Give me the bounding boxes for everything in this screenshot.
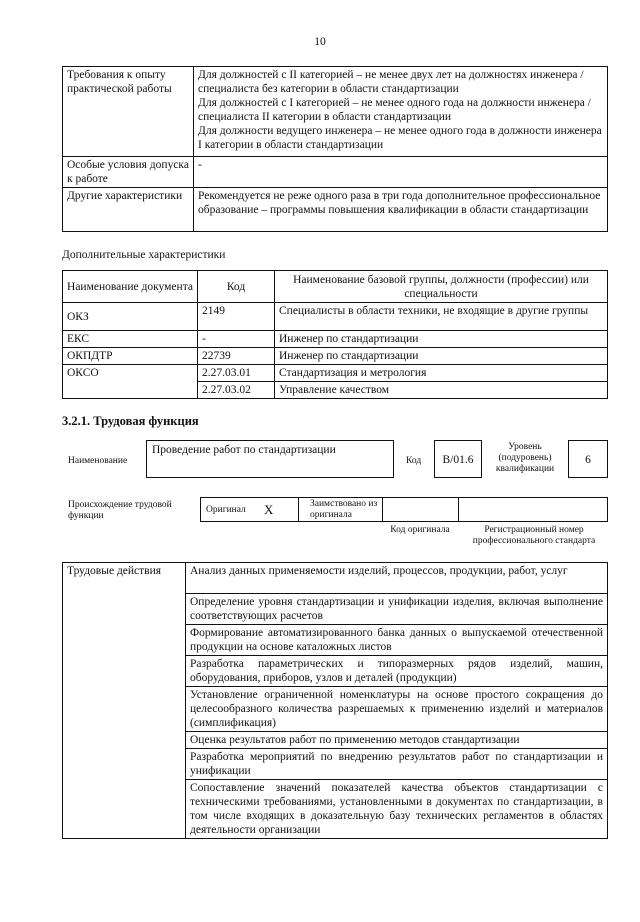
page-number: 10	[314, 36, 326, 48]
reg-caption: Регистрационный номер профессионального стандарта	[472, 525, 596, 546]
borrowed-label: Заимствовано из оригинала	[310, 499, 378, 520]
row-line: -	[194, 157, 608, 188]
cell-doc: ОКПДТР	[63, 348, 198, 365]
cell-code: 2149	[198, 303, 275, 331]
row-label: Другие характеристики	[63, 188, 194, 232]
code-caption: Код оригинала	[390, 525, 450, 535]
table-row	[63, 348, 608, 365]
action-item: Установление ограниченной номенклатуры на основе простого сокращения до целесообразного количества разрешаемых к применению изделий и материалов (симплификация)	[186, 687, 608, 732]
cell-code: 2.27.03.01	[198, 365, 275, 382]
row-label: Требования к опыту практической работы	[63, 67, 194, 157]
origin-box	[200, 497, 608, 522]
section-subtitle: Дополнительные характеристики	[62, 249, 226, 261]
requirements-table	[62, 66, 608, 232]
function-code-field: B/01.6	[434, 440, 482, 478]
cell-name: Инженер по стандартизации	[275, 348, 608, 365]
action-item: Анализ данных применяемости изделий, процессов, продукции, работ, услуг	[186, 563, 608, 594]
table-row	[63, 67, 608, 157]
cell-code: 22739	[198, 348, 275, 365]
code-label: Код	[406, 456, 422, 466]
cell-name: Инженер по стандартизации	[275, 331, 608, 348]
level-label: Уровень (подуровень) квалификации	[495, 442, 555, 474]
table-row	[63, 331, 608, 348]
cell-name: Специалисты в области техники, не входящие в другие группы	[275, 303, 608, 331]
function-name-field: Проведение работ по стандартизации	[146, 440, 394, 478]
action-item: Сопоставление значений показателей качества объектов стандартизации с техническими требованиями, установленными в документах по стандартизации, в том числе входящих в доказательную базу технических регламентов в областях деятельности организации	[186, 780, 608, 839]
cell-name: Управление качеством	[275, 382, 608, 399]
row-label: Трудовые действия	[63, 563, 186, 839]
table-row	[63, 303, 608, 331]
origin-label: Происхождение трудовой функции	[68, 500, 172, 521]
section-title: 3.2.1. Трудовая функция	[62, 414, 199, 428]
action-item: Формирование автоматизированного банка данных о выпускаемой отечественной продукции на основе каталожных листов	[186, 625, 608, 656]
cell-doc: ОКСО	[63, 365, 198, 399]
cell-code: -	[198, 331, 275, 348]
cell-code: 2.27.03.02	[198, 382, 275, 399]
level-field: 6	[568, 440, 608, 478]
table-header-row	[63, 271, 608, 303]
row-label: Особые условия допуска к работе	[63, 157, 194, 188]
divider	[298, 497, 299, 522]
column-header: Код	[198, 271, 275, 303]
row-line: Для должности ведущего инженера – не менее одного года в должности инженера I категории в области стандартизации	[198, 125, 602, 151]
row-line: Для должностей с II категорией – не менее двух лет на должностях инженера / специалиста без категории в области стандартизации	[198, 69, 584, 95]
labor-actions-table	[62, 562, 608, 839]
table-row	[63, 563, 608, 594]
column-header: Наименование документа	[63, 271, 198, 303]
extra-characteristics-table	[62, 270, 608, 399]
table-row	[63, 188, 608, 232]
cell-doc: ОКЗ	[63, 303, 198, 331]
action-item: Оценка результатов работ по применению методов стандартизации	[186, 732, 608, 749]
cell-name: Стандартизация и метрология	[275, 365, 608, 382]
original-label: Оригинал	[206, 505, 246, 515]
table-row	[63, 157, 608, 188]
cell-doc: ЕКС	[63, 331, 198, 348]
original-mark: X	[264, 502, 274, 517]
row-line: Рекомендуется не реже одного раза в три года дополнительное профессиональное образование – программы повышения квалификации в области стандартизации	[194, 188, 608, 232]
table-row	[63, 365, 608, 382]
action-item: Определение уровня стандартизации и унификации изделия, включая выполнение соответствующих расчетов	[186, 594, 608, 625]
action-item: Разработка параметрических и типоразмерных рядов изделий, машин, оборудования, приборов, узлов и деталей (продукции)	[186, 656, 608, 687]
name-label: Наименование	[68, 456, 128, 466]
divider	[382, 497, 383, 522]
row-line: Для должностей с I категорией – не менее одного года на должности инженера / специалиста II категории в области стандартизации	[198, 97, 591, 123]
column-header: Наименование базовой группы, должности (профессии) или специальности	[275, 271, 608, 303]
divider	[458, 497, 459, 522]
action-item: Разработка мероприятий по внедрению результатов работ по стандартизации и унификации	[186, 749, 608, 780]
